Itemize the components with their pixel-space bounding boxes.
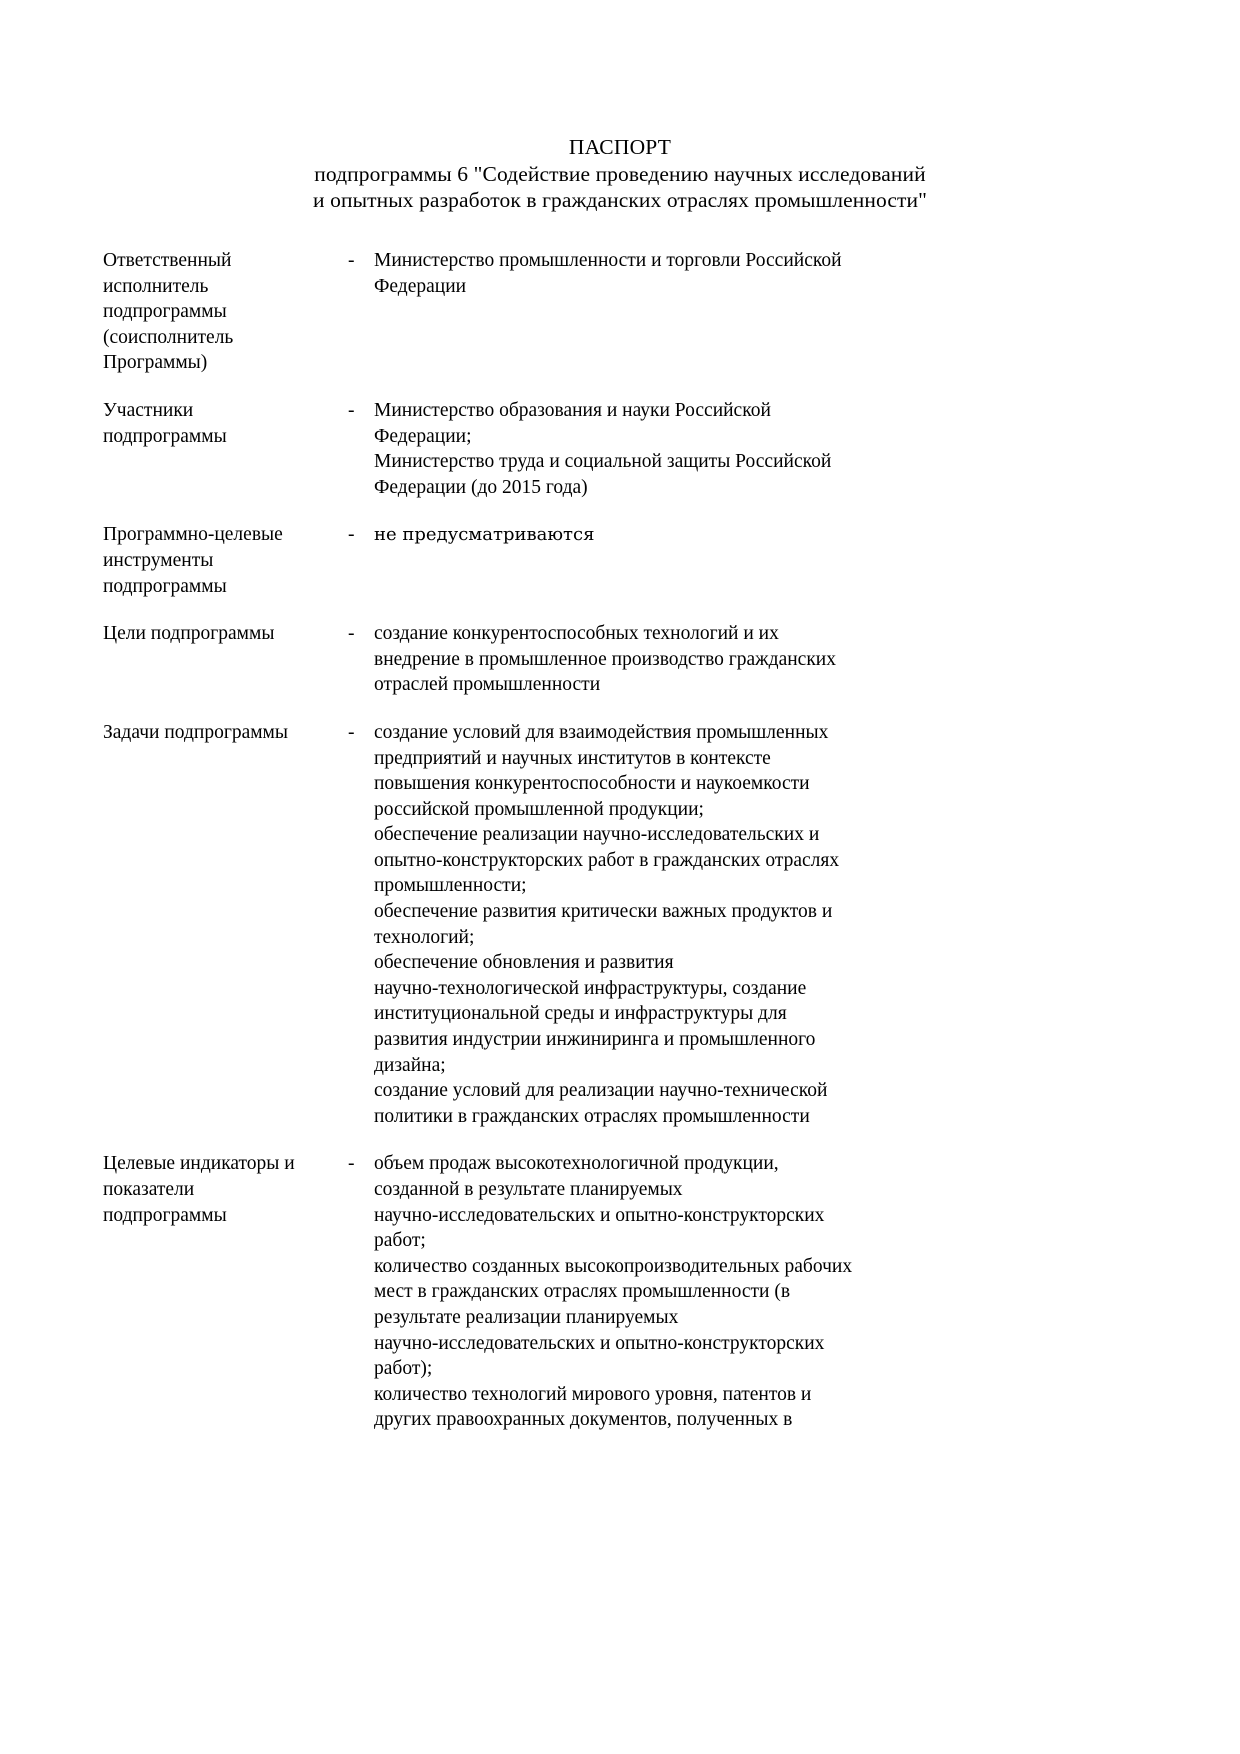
passport-rows: [103, 248, 1137, 1433]
passport-row-value-line: Министерство промышленности и торговли Российской: [374, 250, 842, 271]
passport-row-label-line: подпрограммы: [103, 425, 227, 447]
passport-row-value-line: научно-исследовательских и опытно-конструкторских: [374, 1332, 825, 1354]
passport-row-label-line: подпрограммы: [103, 301, 227, 323]
passport-row: [103, 522, 1137, 599]
passport-row-value-line: мест в гражданских отраслях промышленности (в: [374, 1281, 791, 1303]
passport-row-value: [374, 1151, 1137, 1433]
passport-row-value-line: других правоохранных документов, полученных в: [374, 1409, 793, 1431]
passport-row-label-line: Ответственный: [103, 250, 232, 271]
passport-row-value-line: предприятий и научных институтов в контексте: [374, 747, 771, 769]
passport-row-value-line: количество технологий мирового уровня, патентов и: [374, 1383, 812, 1405]
passport-row-dash: -: [348, 1153, 355, 1175]
passport-row-label-line: (соисполнитель: [103, 326, 234, 348]
passport-row-value-line: повышения конкурентоспособности и наукоемкости: [374, 773, 810, 795]
passport-row-label: [103, 720, 348, 746]
passport-row-label: [103, 621, 348, 647]
passport-row-value-line: научно-исследовательских и опытно-конструкторских: [374, 1204, 825, 1226]
passport-row-value-line: объем продаж высокотехнологичной продукции,: [374, 1153, 779, 1175]
passport-row-value: [374, 522, 1137, 548]
passport-row-value: [374, 621, 1137, 698]
passport-row-label-line: Программно-целевые: [103, 524, 283, 546]
passport-row-label-line: показатели: [103, 1179, 195, 1200]
passport-row-label-line: Программы): [103, 352, 208, 374]
passport-row-value-line: технологий;: [374, 926, 475, 948]
passport-row-value-line: Федерации: [374, 275, 467, 297]
passport-row: [103, 1151, 1137, 1433]
passport-row-dash: -: [348, 399, 355, 421]
passport-row-label-line: Цели подпрограммы: [103, 623, 275, 645]
passport-row-value-line: научно-технологической инфраструктуры, создание: [374, 977, 807, 999]
passport-row-dash: -: [348, 721, 355, 743]
passport-row-value-line: промышленности;: [374, 875, 527, 897]
passport-row-value-line: Федерации;: [374, 425, 472, 447]
passport-row-value-line: обеспечение реализации научно-исследовательских и: [374, 824, 820, 846]
passport-row-label-line: инструменты: [103, 549, 214, 571]
document-subtitle-line: и опытных разработок в гражданских отраслях промышленности": [313, 187, 927, 212]
passport-row-value-line: Федерации (до 2015 года): [374, 476, 588, 498]
passport-row-label: [103, 1151, 348, 1228]
passport-row: [103, 248, 1137, 376]
passport-row-value-line: российской промышленной продукции;: [374, 798, 704, 820]
passport-row-label-line: подпрограммы: [103, 1204, 227, 1226]
passport-row-label: [103, 248, 348, 376]
passport-row-value: [374, 398, 1137, 500]
passport-row-label-line: подпрограммы: [103, 575, 227, 597]
document-title: ПАСПОРТ: [568, 135, 672, 159]
passport-row-value-line: дизайна;: [374, 1054, 446, 1076]
passport-row-value-line: опытно-конструкторских работ в гражданских отраслях: [374, 849, 840, 871]
passport-row-value-line: политики в гражданских отраслях промышленности: [374, 1105, 810, 1127]
passport-row-value-line: созданной в результате планируемых: [374, 1179, 683, 1200]
passport-row-value: [374, 248, 1137, 299]
passport-row-value-line: отраслей промышленности: [374, 674, 601, 696]
passport-row-value-line: создание конкурентоспособных технологий и их: [374, 623, 779, 645]
passport-row-value-line: количество созданных высокопроизводительных рабочих: [374, 1255, 853, 1277]
passport-row-value-line: внедрение в промышленное производство гражданских: [374, 648, 836, 670]
document-subtitle-line: подпрограммы 6 "Содействие проведению научных исследований: [314, 162, 926, 186]
passport-row-value-line: создание условий для реализации научно-технической: [374, 1080, 828, 1102]
document-title-block: [0, 133, 1240, 213]
passport-row-value: [374, 720, 1137, 1130]
passport-row-dash: -: [348, 623, 355, 645]
passport-row-label: [103, 522, 348, 599]
document-subtitle: [0, 162, 1240, 213]
passport-row-value-line: создание условий для взаимодействия промышленных: [374, 721, 829, 743]
passport-row-value-line: Министерство труда и социальной защиты Российской: [374, 451, 832, 473]
passport-row-label-line: Участники: [103, 399, 194, 421]
passport-row: [103, 621, 1137, 698]
passport-row-dash: -: [348, 524, 355, 546]
passport-row-dash: -: [348, 250, 355, 271]
passport-row-value-line: Министерство образования и науки Российской: [374, 399, 771, 421]
passport-row-value-line: не предусматриваются: [374, 524, 595, 546]
passport-row-value-line: работ);: [374, 1358, 433, 1380]
passport-row-value-line: институциональной среды и инфраструктуры для: [374, 1003, 787, 1025]
passport-row-value-line: обеспечение обновления и развития: [374, 952, 674, 974]
passport-row-value-line: развития индустрии инжиниринга и промышленного: [374, 1029, 816, 1051]
passport-row-label-line: Целевые индикаторы и: [103, 1153, 295, 1175]
passport-row-label: [103, 398, 348, 449]
passport-row-value-line: работ;: [374, 1230, 426, 1252]
passport-row-label-line: исполнитель: [103, 275, 209, 297]
passport-row: [103, 398, 1137, 500]
passport-row-value-line: результате реализации планируемых: [374, 1306, 679, 1328]
passport-row-label-line: Задачи подпрограммы: [103, 721, 289, 743]
passport-row: [103, 720, 1137, 1130]
passport-row-value-line: обеспечение развития критически важных продуктов и: [374, 901, 833, 923]
